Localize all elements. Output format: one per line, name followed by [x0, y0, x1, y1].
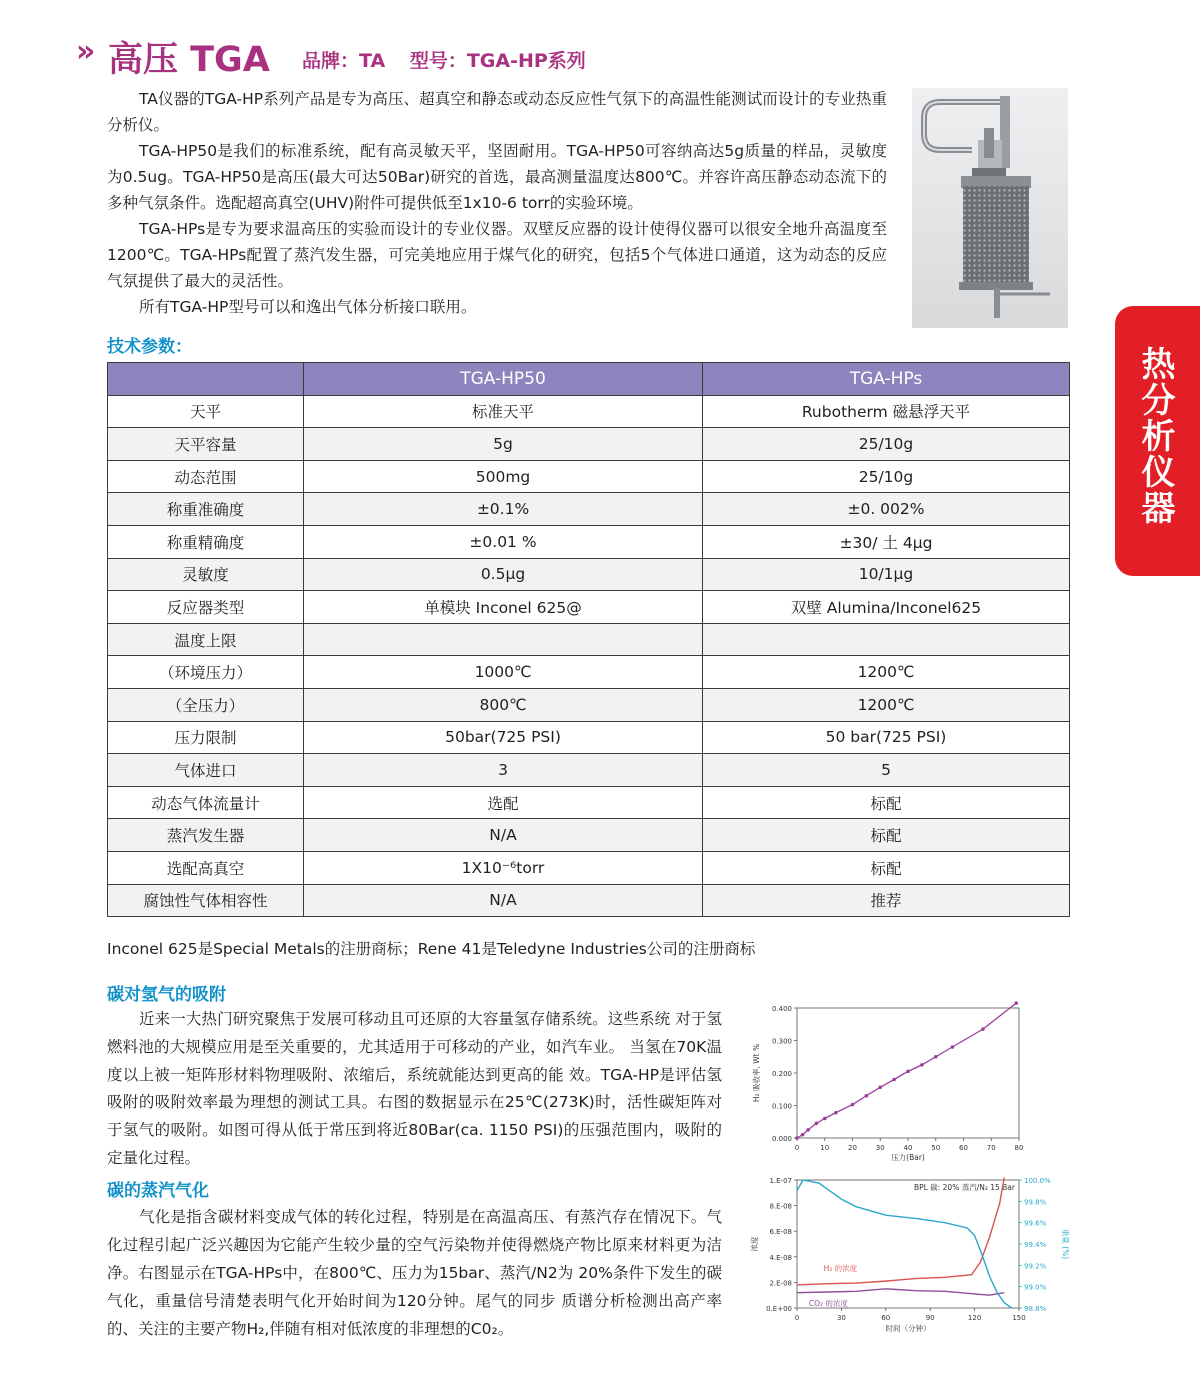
table-header-row — [108, 363, 1070, 396]
table-row — [108, 623, 1070, 656]
y-right-tick-label: 99.2% — [1024, 1262, 1047, 1271]
hps-cell: 标配 — [703, 851, 1070, 884]
header-cell: TGA-HPs — [703, 363, 1070, 396]
brand-label: 品牌：TA — [302, 50, 386, 72]
hp50-cell: 1000℃ — [304, 656, 703, 689]
hp50-cell: 500mg — [304, 460, 703, 493]
param-cell: 压力限制 — [108, 721, 304, 754]
data-point — [906, 1070, 910, 1074]
hydrogen-section-title: 碳对氢气的吸附 — [107, 985, 226, 1005]
page-title: 高压 TGA — [108, 40, 270, 80]
table-row — [108, 493, 1070, 526]
hp50-cell: 50bar(725 PSI) — [304, 721, 703, 754]
hps-cell: ±30/ 土 4μg — [703, 525, 1070, 558]
data-point — [806, 1128, 810, 1132]
brand-model-line — [302, 46, 604, 73]
hp50-cell: 选配 — [304, 786, 703, 819]
table-row — [108, 819, 1070, 852]
hps-cell: 推荐 — [703, 884, 1070, 917]
y-right-tick-label: 98.8% — [1024, 1305, 1047, 1313]
hps-cell: 1200℃ — [703, 656, 1070, 689]
chart-title: BPL 碳: 20% 蒸汽/N₂ 15 Bar — [914, 1183, 1015, 1192]
hps-cell — [703, 623, 1070, 656]
y-right-tick-label: 99.6% — [1024, 1219, 1047, 1228]
data-point — [815, 1122, 819, 1126]
param-cell: 选配高真空 — [108, 851, 304, 884]
table-row — [108, 786, 1070, 819]
hps-cell: 1200℃ — [703, 688, 1070, 721]
data-point — [1014, 1001, 1018, 1005]
hps-cell: 双壁 Alumina/Inconel625 — [703, 591, 1070, 624]
series-line — [797, 1180, 1012, 1308]
y-tick-label: 1.E-07 — [769, 1177, 792, 1185]
hps-cell: 5 — [703, 754, 1070, 787]
y-tick-label: 6.E-08 — [769, 1228, 792, 1237]
param-cell: 反应器类型 — [108, 591, 304, 624]
hp50-cell: 3 — [304, 754, 703, 787]
y-right-tick-label: 99.4% — [1024, 1241, 1047, 1249]
trademark-note: Inconel 625是Special Metals的注册商标；Rene 41是Teledyne Industries公司的注册商标 — [107, 940, 756, 958]
instrument-illustration — [912, 88, 1068, 328]
hp50-cell: 800℃ — [304, 688, 703, 721]
x-tick-label: 10 — [820, 1144, 830, 1152]
hydrogen-paragraph: 近来一大热门研究聚焦于发展可移动且可还原的大容量氢存储系统。这些系统 对于氢燃料池的大规模应用是至关重要的，尤其适用于可移动的产业，如汽车业。 当氢在70K温度以上被一矩阵形材料物理吸附、浓缩后，系统就能达到更高的能 效。TGA-HP是评估氢吸附的吸附效率最为理想的测试工具。右图的数据显示在25℃(273K)时，活性碳矩阵对于氢气的吸附。如图可得从低于常压到将近80Bar(ca. 1150 PSI)的压强范围内，吸附的定量化过程。 — [107, 1010, 722, 1167]
param-cell: 动态范围 — [108, 460, 304, 493]
intro-paragraph: TGA-HPs是专为要求温高压的实验而设计的专业仪器。双壁反应器的设计使得仪器可以很安全地升高温度至1200℃。TGA-HPs配置了蒸汽发生器，可完美地应用于煤气化的研究，包括5个气体进口通道，这为动态的反应气氛提供了最大的灵活性。 — [107, 220, 887, 290]
table-row — [108, 754, 1070, 787]
x-tick-label: 40 — [903, 1144, 913, 1152]
hps-cell: 50 bar(725 PSI) — [703, 721, 1070, 754]
hp50-cell: 0.5μg — [304, 558, 703, 591]
hp50-cell: N/A — [304, 884, 703, 917]
param-cell: （全压力） — [108, 688, 304, 721]
x-tick-label: 150 — [1012, 1314, 1026, 1322]
table-row — [108, 558, 1070, 591]
specs-table — [107, 362, 1070, 917]
data-point — [834, 1111, 838, 1115]
x-tick-label: 120 — [967, 1314, 982, 1322]
y-axis-label: H₂ 吸收率, Wt % — [752, 1043, 761, 1103]
data-point — [865, 1094, 869, 1098]
data-point — [801, 1133, 805, 1137]
param-cell: 蒸汽发生器 — [108, 819, 304, 852]
annotation-h2: H₂ 的浓度 — [823, 1263, 858, 1273]
table-row — [108, 851, 1070, 884]
y-right-tick-label: 100.0% — [1024, 1177, 1051, 1185]
hp50-cell: 5g — [304, 428, 703, 461]
hps-cell: Rubotherm 磁悬浮天平 — [703, 395, 1070, 428]
hp50-cell: ±0.1% — [304, 493, 703, 526]
y-tick-label: 0.E+00 — [766, 1305, 792, 1313]
data-point — [851, 1103, 855, 1107]
gasification-section-title: 碳的蒸汽气化 — [107, 1181, 209, 1201]
hps-cell: 25/10g — [703, 460, 1070, 493]
x-axis-label: 压力(Bar) — [891, 1153, 925, 1162]
hp50-cell: N/A — [304, 819, 703, 852]
y-right-tick-label: 99.8% — [1024, 1198, 1047, 1207]
param-cell: 腐蚀性气体相容性 — [108, 884, 304, 917]
x-tick-label: 20 — [848, 1144, 857, 1152]
param-cell: 温度上限 — [108, 623, 304, 656]
hps-cell: 25/10g — [703, 428, 1070, 461]
x-tick-label: 60 — [959, 1144, 968, 1152]
x-tick-label: 50 — [931, 1144, 941, 1152]
series-line — [797, 1289, 1004, 1295]
data-point — [823, 1117, 827, 1121]
table-row — [108, 656, 1070, 689]
y-tick-label: 0.300 — [771, 1037, 792, 1046]
heading-chevron: » — [76, 34, 90, 69]
table-row — [108, 525, 1070, 558]
table-row — [108, 591, 1070, 624]
table-row — [108, 460, 1070, 493]
hps-cell: ±0. 002% — [703, 493, 1070, 526]
hydrogen-uptake-chart — [745, 1000, 1045, 1170]
y-right-axis-label: 重量 (%) — [1061, 1228, 1070, 1260]
y-axis-label: 浓度 — [750, 1236, 759, 1252]
category-side-tab — [1115, 306, 1200, 576]
data-point — [795, 1136, 799, 1140]
x-tick-label: 0 — [794, 1144, 800, 1152]
side-tab-label: 热分析仪器 — [1135, 346, 1175, 526]
data-point — [892, 1078, 896, 1082]
x-tick-label: 30 — [836, 1314, 846, 1322]
data-point — [951, 1045, 955, 1049]
y-tick-label: 0.400 — [771, 1005, 792, 1013]
y-tick-label: 0.100 — [771, 1102, 792, 1111]
param-cell: 气体进口 — [108, 754, 304, 787]
header-cell — [108, 363, 304, 396]
data-point — [934, 1055, 938, 1059]
x-tick-label: 30 — [875, 1144, 885, 1152]
gasification-paragraph: 气化是指含碳材料变成气体的转化过程，特别是在高温高压、有蒸汽存在情况下。气化过程引起广泛兴趣因为它能产生较少量的空气污染物并使得燃烧产物比原来材料更为洁净。右图显示在TGA-HPs中，在800℃、压力为15bar、蒸汽/N2为 20%条件下发生的碳气化，重量信号清楚表明气化开始时间为120分钟。尾气的同步 质谱分析检测出高产率的、关注的主要产物H₂,伴随有相对低浓度的非理想的C0₂。 — [107, 1208, 722, 1338]
param-cell: 天平 — [108, 395, 304, 428]
param-cell: （环境压力） — [108, 656, 304, 689]
hp50-cell: 1X10⁻⁶torr — [304, 851, 703, 884]
table-row — [108, 688, 1070, 721]
x-tick-label: 60 — [881, 1314, 891, 1322]
hps-cell: 标配 — [703, 786, 1070, 819]
gasification-chart — [745, 1168, 1070, 1343]
intro-block — [107, 86, 887, 320]
model-label: 型号：TGA-HP系列 — [409, 50, 586, 72]
hp50-cell: ±0.01 % — [304, 525, 703, 558]
data-point — [878, 1086, 882, 1090]
specs-section-title: 技术参数： — [107, 337, 192, 357]
table-row — [108, 721, 1070, 754]
intro-paragraph: TA仪器的TGA-HP系列产品是专为高压、超真空和静态或动态反应性气氛下的高温性能测试而设计的专业热重分析仪。 — [107, 90, 887, 134]
y-tick-label: 4.E-08 — [769, 1253, 792, 1262]
hp50-cell — [304, 623, 703, 656]
hps-cell: 标配 — [703, 819, 1070, 852]
y-right-tick-label: 99.0% — [1024, 1283, 1047, 1292]
data-point — [981, 1027, 985, 1031]
annotation-co2: CO₂ 的浓度 — [808, 1299, 848, 1309]
data-point — [920, 1063, 924, 1067]
y-tick-label: 2.E-08 — [769, 1279, 792, 1288]
plot-frame — [797, 1180, 1019, 1308]
y-tick-label: 8.E-08 — [769, 1202, 792, 1211]
hp50-cell: 标准天平 — [304, 395, 703, 428]
x-tick-label: 70 — [986, 1144, 996, 1152]
param-cell: 灵敏度 — [108, 558, 304, 591]
param-cell: 天平容量 — [108, 428, 304, 461]
table-row — [108, 428, 1070, 461]
param-cell: 称重精确度 — [108, 525, 304, 558]
hp50-cell: 单模块 Inconel 625@ — [304, 591, 703, 624]
table-row — [108, 884, 1070, 917]
table-row — [108, 395, 1070, 428]
y-tick-label: 0.000 — [771, 1135, 792, 1143]
product-photo — [912, 88, 1068, 328]
param-cell: 称重准确度 — [108, 493, 304, 526]
y-tick-label: 0.200 — [771, 1070, 792, 1078]
x-tick-label: 90 — [925, 1314, 935, 1322]
x-axis-label: 时间（分钟） — [885, 1324, 931, 1333]
hps-cell: 10/1μg — [703, 558, 1070, 591]
param-cell: 动态气体流量计 — [108, 786, 304, 819]
intro-paragraph: TGA-HP50是我们的标准系统，配有高灵敏天平，坚固耐用。TGA-HP50可容纳高达5g质量的样品，灵敏度为0.5ug。TGA-HP50是高压(最大可达50Bar)研究的首选，最高测量温度达800℃。并容许高压静态动态流下的多种气氛条件。选配超高真空(UHV)附件可提供低至1x10-6 torr的实验环境。 — [107, 142, 887, 212]
x-tick-label: 0 — [794, 1314, 800, 1322]
x-tick-label: 80 — [1014, 1144, 1024, 1152]
intro-paragraph: 所有TGA-HP型号可以和逸出气体分析接口联用。 — [139, 298, 477, 316]
header-cell: TGA-HP50 — [304, 363, 703, 396]
